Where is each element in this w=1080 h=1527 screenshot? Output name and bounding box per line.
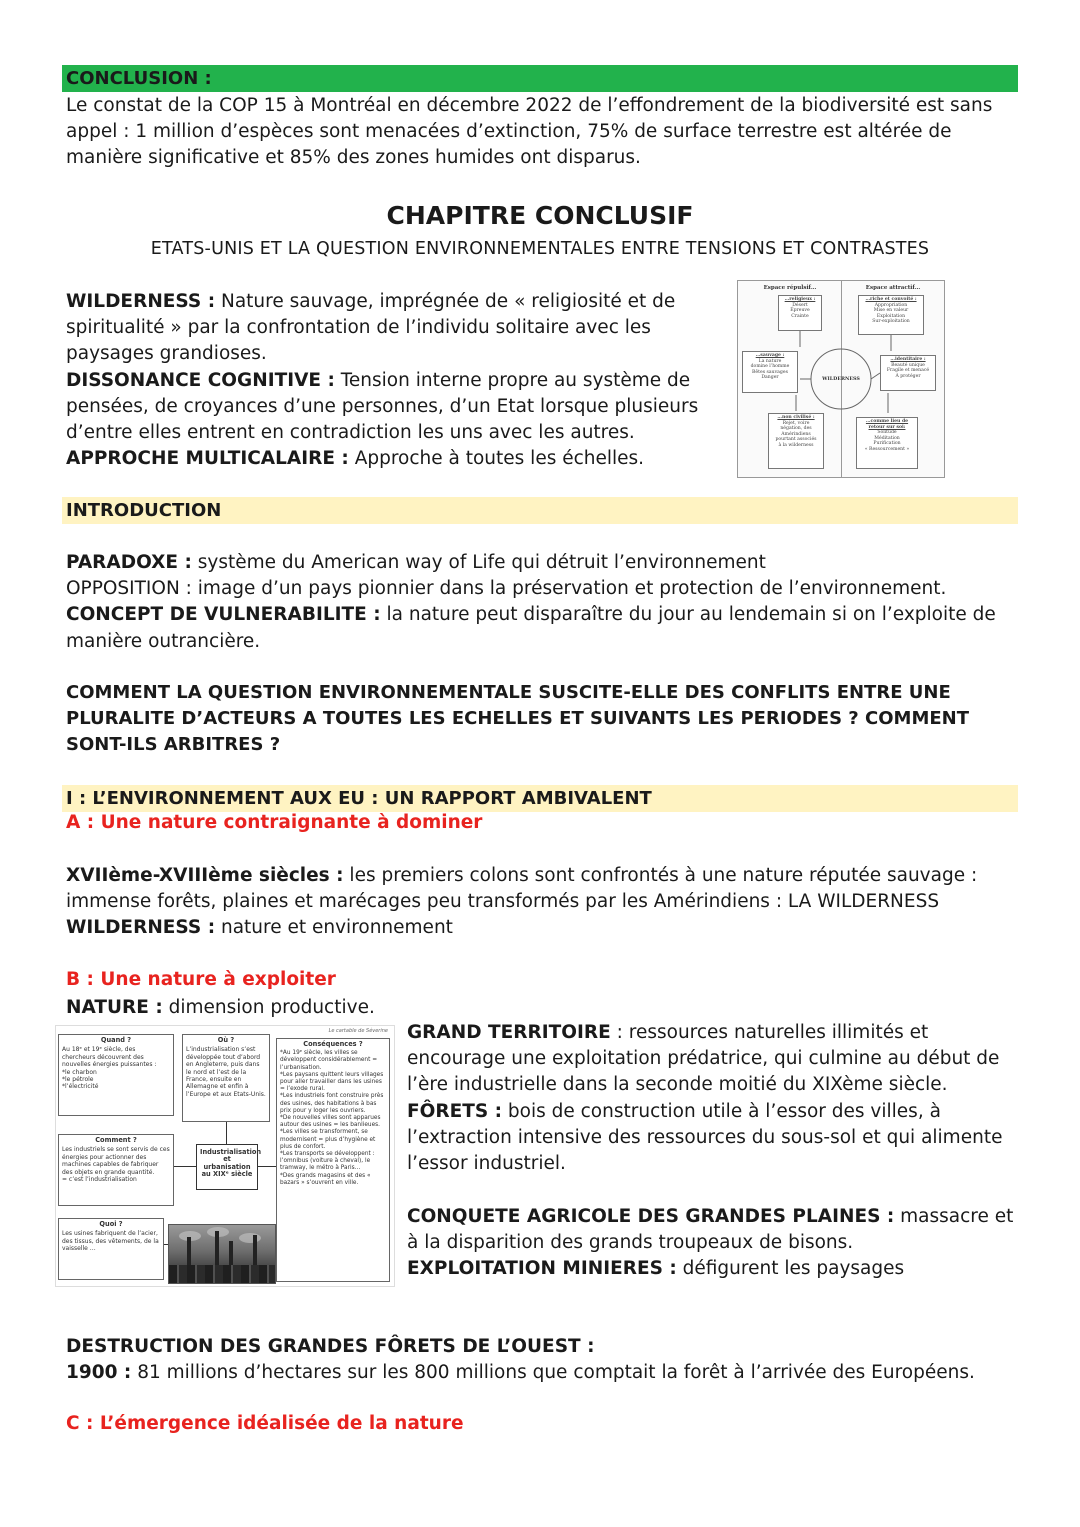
figure-center-title: Industrialisation et urbanisation au XIXᵉ siècle — [200, 1148, 262, 1179]
intro-term: CONCEPT DE VULNERABILITE : — [66, 604, 381, 626]
definition-text: Tension interne propre au système de pensées, de croyances d’une personnes, d’un Etat lorsque plusieurs d’entre elles entrent en contradiction les uns avec les autres. — [66, 369, 699, 444]
destruction-value: 81 millions d’hectares sur les 800 millions que comptait la forêt à l’arrivée des Européens. — [131, 1362, 975, 1383]
part1-b-items — [407, 1020, 1019, 1177]
diagram-box-lines: Rejet, voire négation, des Amérindiens pourtant associés à la wilderness — [775, 420, 817, 448]
part1-b-title: B : Une nature à exploiter — [66, 969, 336, 990]
diagram-box-lines: Appropriation Mise en valeur Exploitation Sur-exploitation — [872, 302, 910, 325]
b-text: bois de construction utile à l’essor des villes, à l’extraction intensive des ressources du sous-sol et qui alimente l’essor industriel. — [407, 1100, 1003, 1175]
figure-box-title: Comment ? — [95, 1136, 137, 1144]
b-term: GRAND TERRITOIRE — [407, 1022, 611, 1043]
definition-text: Approche à toutes les échelles. — [348, 448, 645, 470]
figure-box-title: Où ? — [217, 1036, 235, 1044]
figure-box-center — [196, 1144, 262, 1190]
destruction-title: DESTRUCTION DES GRANDES FÔRETS DE L’OUEST : — [66, 1336, 595, 1357]
diagram-box-lines: La nature domine l’homme Bêtes sauvages Danger — [750, 358, 790, 381]
b-term: CONQUETE AGRICOLE DES GRANDES PLAINES : — [407, 1206, 895, 1227]
figure-box-text: Les usines fabriquent de l’acier, des tissus, des vêtements, de la vaisselle … — [62, 1230, 159, 1253]
problematique: COMMENT LA QUESTION ENVIRONNEMENTALE SUSCITE-ELLE DES CONFLITS ENTRE UNE PLURALITE D’ACTEURS A TOUTES LES ECHELLES ET SUIVANTS LES PERIODES ? COMMENT SONT-ILS ARBITRES ? — [66, 682, 969, 756]
diagram-box-title: …identitaire : — [890, 357, 926, 362]
part1-b-items2 — [407, 1204, 1019, 1283]
b-item-territoire — [407, 1020, 1019, 1099]
chapter-title: CHAPITRE CONCLUSIF — [386, 201, 694, 230]
diagram-box-title: …non civilisé : — [777, 415, 815, 420]
diagram-box-title: …comme lieu de retour sur soi: — [865, 419, 909, 430]
figure-box-text: L’industrialisation s’est développée tout d’abord en Angleterre, puis dans le nord et l’est de la France, ensuite en Allemagne et enfin à l’Europe et aux Etats-Unis. — [186, 1046, 266, 1098]
definition-term: WILDERNESS : — [66, 291, 216, 312]
conclusion-header: CONCLUSION : — [62, 65, 1018, 92]
a-item-siecles — [66, 863, 1016, 915]
figure-box-quand — [58, 1034, 174, 1116]
diagram-box-title: …religieux : — [784, 297, 816, 302]
figure-box-title: Quand ? — [100, 1036, 132, 1044]
b-item-conquete — [407, 1204, 1019, 1256]
figure-box-comment — [58, 1134, 174, 1206]
definition-term: APPROCHE MULTICALAIRE : — [66, 448, 349, 470]
figure-box-consequences — [276, 1038, 390, 1282]
a-text: les premiers colons sont confrontés à une nature réputée sauvage : immense forêts, plaines et marécages peu transformés par les Amérindiens : LA WILDERNESS — [66, 865, 978, 913]
b-text: massacre et à la disparition des grands troupeaux de bisons. — [407, 1206, 1014, 1254]
destruction-text — [66, 1360, 1016, 1386]
conclusion-text: Le constat de la COP 15 à Montréal en décembre 2022 de l’effondrement de la biodiversité est sans appel : 1 million d’espèces sont menacées d’extinction, 75% de surface terrestre est altérée de manière significative et 85% des zones humides ont disparus. — [66, 95, 993, 169]
diagram-box-title: …riche et convoité : — [865, 297, 917, 302]
b-text: dimension productive. — [162, 997, 375, 1018]
diagram-box-religieux — [778, 295, 822, 331]
part1-a-items — [66, 863, 1016, 942]
definitions — [66, 289, 702, 472]
diagram-box-non-civilise — [768, 413, 824, 469]
industrialisation-figure — [55, 1025, 395, 1287]
diagram-box-riche — [858, 295, 924, 335]
b-term: EXPLOITATION MINIERES : — [407, 1258, 677, 1280]
definition-multiscalaire — [66, 446, 702, 472]
a-item-wilderness — [66, 915, 1016, 941]
diagram-box-sauvage — [742, 351, 798, 393]
intro-term: PARADOXE : — [66, 552, 192, 573]
part1-header: I : L’ENVIRONNEMENT AUX EU : UN RAPPORT AMBIVALENT — [62, 785, 1018, 812]
part1-a-title: A : Une nature contraignante à dominer — [66, 812, 483, 833]
a-term: XVIIème-XVIIIème siècles : — [66, 865, 344, 886]
b-term: FÔRETS : — [407, 1100, 503, 1122]
figure-box-ou — [182, 1034, 270, 1122]
intro-item-vulnerabilite — [66, 602, 1016, 654]
figure-box-text: Au 18ᵉ et 19ᵉ siècle, des chercheurs découvrent des nouvelles énergies puissantes : *le charbon *le pétrole *l’électricité — [62, 1046, 157, 1091]
b-text: : ressources naturelles illimités et encourage une exploitation prédatrice, qui culmine au début de l’ère industrielle dans la seconde moitié du XIXème siècle. — [407, 1022, 1000, 1096]
a-term: WILDERNESS : — [66, 917, 216, 939]
definition-wilderness — [66, 289, 702, 368]
b-item-forets — [407, 1099, 1019, 1178]
destruction-term: 1900 : — [66, 1362, 132, 1383]
factory-illustration — [168, 1224, 276, 1284]
figure-box-quoi — [58, 1218, 164, 1280]
intro-text: système du American way of Life qui détruit l’environnement — [191, 552, 766, 573]
intro-item-paradoxe — [66, 550, 1016, 576]
definition-text: Nature sauvage, imprégnée de « religiosité et de spiritualité » par la confrontation de l’individu solitaire avec les paysages grandioses. — [66, 291, 676, 365]
intro-text: la nature peut disparaître du jour au lendemain si on l’exploite de manière outrancière. — [66, 604, 996, 652]
a-text: nature et environnement — [215, 917, 453, 939]
b-term: NATURE : — [66, 997, 163, 1018]
part1-c-title: C : L’émergence idéalisée de la nature — [66, 1413, 464, 1434]
introduction-items — [66, 550, 1016, 655]
diagram-box-identitaire — [880, 355, 936, 391]
diagram-left-header: Espace répulsif… — [763, 285, 817, 291]
definition-dissonance — [66, 368, 702, 447]
diagram-right-header: Espace attractif… — [865, 285, 921, 291]
figure-box-title: Quoi ? — [99, 1220, 123, 1228]
b-nature — [66, 995, 375, 1021]
intro-text: OPPOSITION : image d’un pays pionnier dans la préservation et protection de l’environnement. — [66, 578, 947, 600]
figure-box-text: Les industriels se sont servis de ces énergies pour actionner des machines capables de fabriquer des objets en grande quantité. = c’est l’industrialisation — [62, 1146, 170, 1184]
diagram-center: WILDERNESS — [822, 376, 860, 382]
figure-box-text: *Au 19ᵉ siècle, les villes se développent considérablement = l’urbanisation. *Les paysans quittent leurs villages pour aller travailler dans les usines = l’exode rural. *Les industriels font construire près des usines, des habitations à bas prix pour y loger les ouvriers. *De nouvelles villes sont apparues autour des usines = les banlieues. *Les villes se transforment, se modernisent = plus d’hygiène et plus de confort. *Les transports se développent : l’omnibus (voiture à cheval), le tramway, le métro à Paris… *Des grands magasins et des « bazars » s’ouvrent en ville. — [280, 1050, 384, 1186]
b-text: défigurent les paysages — [676, 1258, 905, 1280]
wilderness-diagram — [737, 280, 945, 478]
diagram-box-lines: Solitude Méditation Purification « Ressourcement » — [864, 430, 910, 452]
b-item-minieres — [407, 1256, 1019, 1282]
diagram-box-title: …sauvage : — [755, 353, 785, 358]
diagram-box-retour — [856, 417, 918, 469]
definition-term: DISSONANCE COGNITIVE : — [66, 369, 335, 391]
intro-item-opposition — [66, 576, 1016, 602]
figure-credit: Le cartable de Séverine — [328, 1028, 388, 1034]
figure-box-title: Conséquences ? — [303, 1040, 363, 1048]
chapter-subtitle: ETATS-UNIS ET LA QUESTION ENVIRONNEMENTALES ENTRE TENSIONS ET CONTRASTES — [150, 239, 930, 259]
introduction-header: INTRODUCTION — [62, 497, 1018, 524]
diagram-box-lines: Désert Épreuve Crainte — [790, 302, 810, 319]
diagram-box-lines: Beauté unique Fragile et menacé À protéger — [886, 362, 930, 379]
